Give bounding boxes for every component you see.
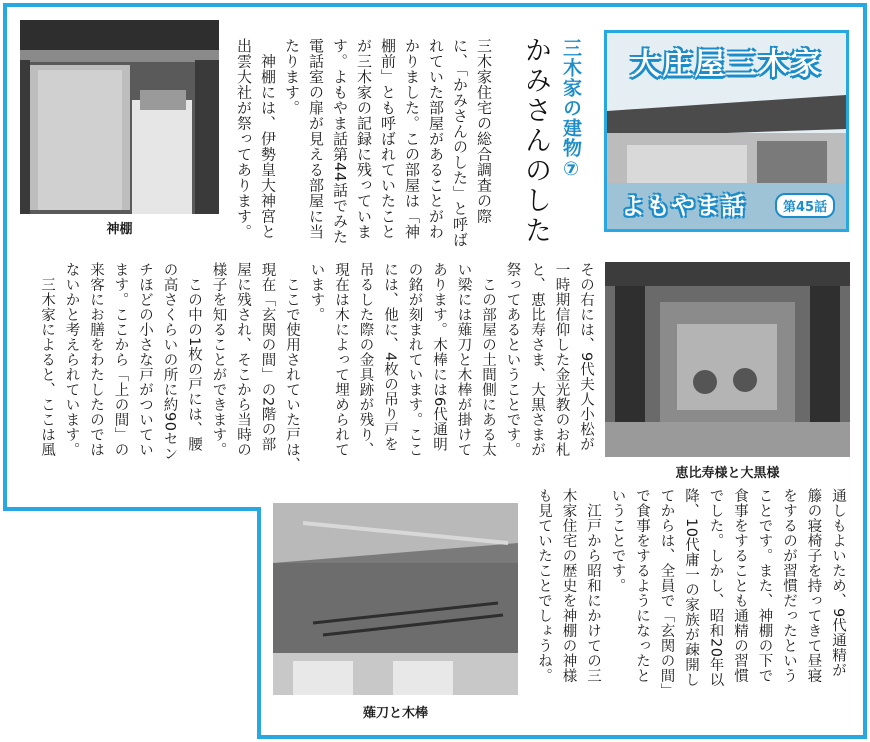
text-column: かりました。この部屋は「神 — [403, 38, 421, 240]
text-column: も見ていたことでしょうね。 — [536, 488, 552, 683]
text-column: をするのが習慣だったという — [781, 488, 797, 683]
text-column: 食事をすることも通精の習慣 — [732, 488, 748, 683]
text-column: ます。ここから「上の間」の — [112, 262, 129, 457]
frame-bottom — [257, 735, 867, 739]
frame-middle — [3, 507, 261, 511]
text-column: いうことです。 — [609, 488, 626, 593]
text-column: で食事をするようになったと — [634, 488, 650, 683]
text-column: の高さくらいの所に約90セン — [161, 262, 178, 462]
frame-left — [3, 3, 7, 511]
ebisu-daikoku-image — [605, 262, 850, 457]
text-column: 籐の寝椅子を持ってきて昼寝 — [805, 488, 822, 683]
text-column: ことです。また、神棚の下で — [756, 488, 773, 683]
text-column: その右には、9代夫人小松が — [578, 262, 594, 452]
text-column: 祭ってあるということです。 — [504, 262, 521, 457]
text-column: 来客にお膳をわたしたのでは — [88, 262, 104, 457]
text-column: 現在は木によって埋められて — [333, 262, 349, 457]
text-column: 一時期信仰した金光教のお札 — [553, 262, 570, 457]
episode-badge: 第45話 — [775, 193, 835, 218]
title-sub: よもやま話 — [621, 192, 746, 220]
text-column: でした。しかし、昭和20年以 — [707, 488, 724, 688]
frame-top — [3, 3, 867, 7]
kamidana-caption: 神棚 — [106, 222, 133, 237]
kamidana-image — [20, 20, 219, 214]
text-column: チほどの小さな戸がついてい — [137, 262, 153, 457]
title-block — [604, 30, 849, 232]
text-column: ここで使用されていた戸は、 — [284, 262, 300, 472]
text-column: す。よもやま話第44話でみた — [331, 38, 349, 245]
text-column: ないかと考えられています。 — [63, 262, 80, 457]
text-column: 江戸から昭和にかけての三 — [585, 488, 601, 683]
text-column: この中の1枚の戸には、腰 — [186, 262, 202, 452]
naginata-photo — [273, 503, 518, 695]
naginata-caption: 薙刀と木棒 — [362, 706, 428, 721]
text-column: 三木家によると、ここは風 — [39, 262, 55, 457]
text-column: 電話室の扉が見える部屋に当 — [307, 38, 325, 240]
text-column: 木家住宅の歴史を神棚の神様 — [560, 488, 577, 683]
title-main: 大庄屋三木家 — [630, 47, 823, 82]
frame-step — [257, 507, 261, 739]
text-column: に、「かみさんのした」と呼ば — [451, 38, 469, 248]
ebisu-daikoku-photo — [605, 262, 850, 457]
text-column: れていた部屋があることがわ — [427, 38, 445, 240]
text-column: と、恵比寿さま、大黒さまが — [529, 262, 545, 457]
text-column: てからは、全員で「玄関の間」 — [658, 488, 675, 698]
bottom-text-block — [530, 488, 850, 724]
text-column: 吊るした際の金具跡が残り、 — [357, 262, 374, 457]
naginata-image — [273, 503, 518, 695]
text-column: の銘が刻まれています。ここ — [406, 262, 423, 457]
text-column: 屋に残され、そこから当時の — [235, 262, 251, 457]
text-column: 出雲大社が祭ってあります。 — [235, 38, 253, 240]
article-heading: かみさんのした — [520, 36, 551, 246]
ebisu-daikoku-caption: 恵比寿様と大黒様 — [675, 466, 780, 481]
text-column: 降、10代庸一の家族が疎開し — [683, 488, 699, 688]
series-heading: 三木家の建物⑦ — [560, 38, 582, 181]
text-column: が三木家の記録に残っていま — [355, 38, 373, 240]
frame-right — [863, 3, 867, 739]
text-column: 通しもよいため、9代通精が — [830, 488, 846, 678]
text-column: には、他に、4枚の吊り戸を — [382, 262, 398, 452]
text-column: あります。木棒には6代通明 — [431, 262, 447, 452]
text-column: この部屋の土間側にある太 — [480, 262, 496, 457]
text-column: たります。 — [283, 38, 301, 116]
text-column: 現在「玄関の間」の2階の部 — [259, 262, 276, 452]
text-column: 神棚には、伊勢皇大神宮と — [259, 38, 277, 240]
kamidana-photo — [20, 20, 219, 214]
text-column: い梁には薙刀と木棒が掛けて — [455, 262, 472, 457]
text-column: 棚前」とも呼ばれていたこと — [379, 38, 397, 240]
text-column: います。 — [308, 262, 325, 322]
top-text-block — [228, 38, 496, 248]
middle-text-block — [20, 262, 598, 488]
text-column: 三木家住宅の総合調査の際 — [475, 38, 493, 224]
text-column: 様子を知ることができます。 — [210, 262, 227, 457]
